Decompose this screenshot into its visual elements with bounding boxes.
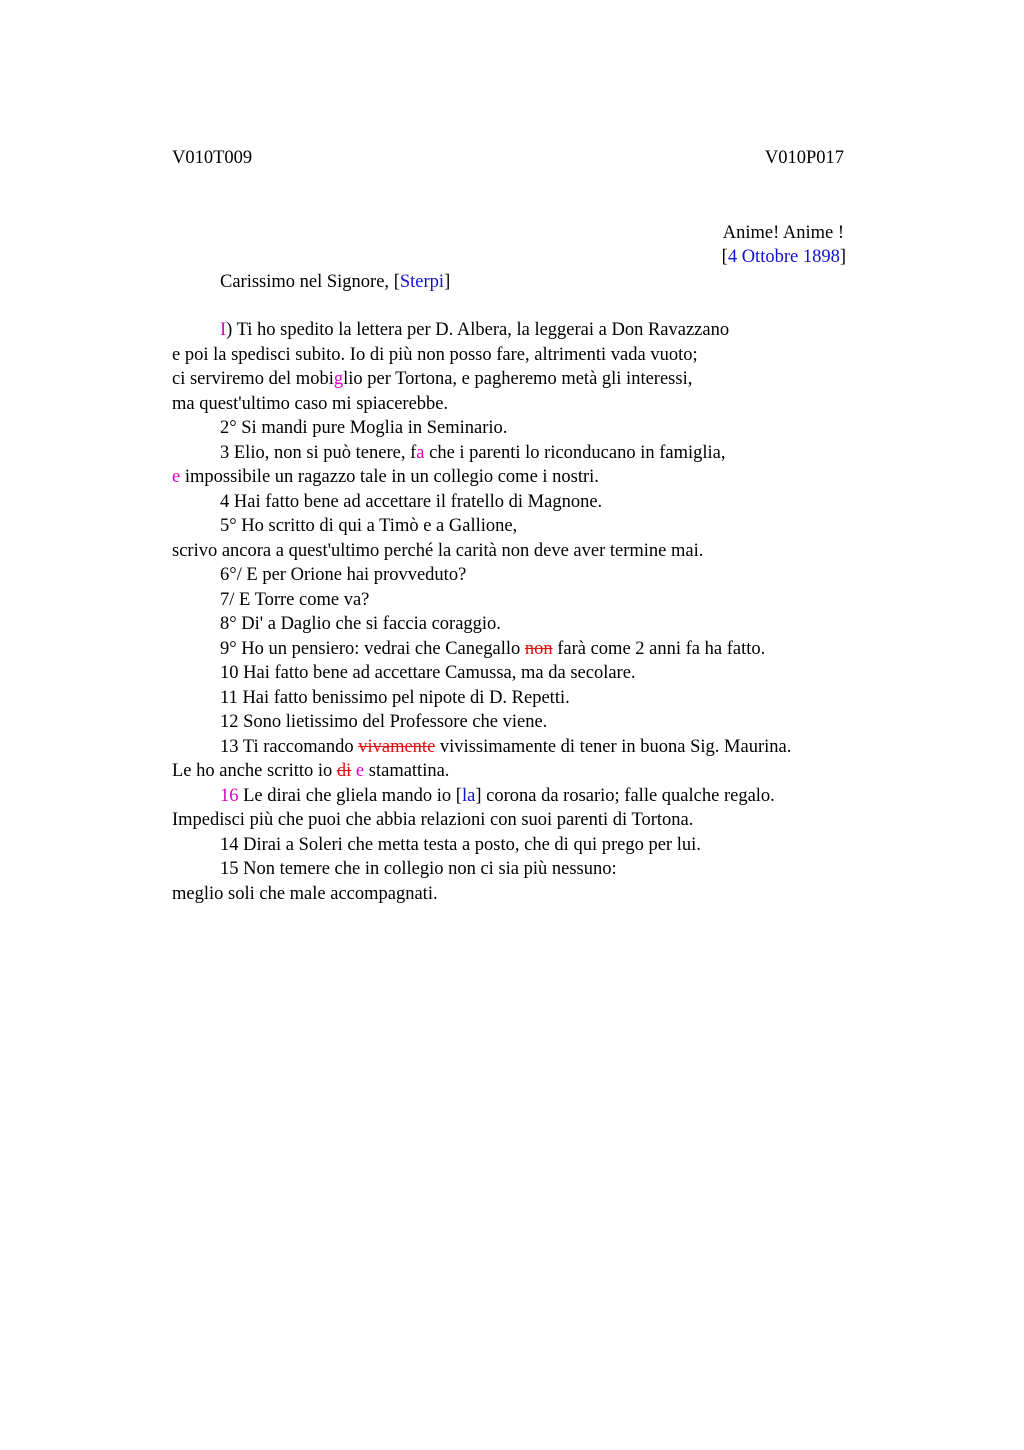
line-text: 13 Ti raccomando: [220, 736, 359, 757]
letter-line: [172, 343, 698, 367]
letter-line: [172, 882, 438, 906]
date-text: 4 Ottobre 1898: [727, 247, 840, 267]
line-text: scrivo ancora a quest'ultimo perché la carità non deve aver termine mai.: [172, 540, 704, 561]
letter-line: [220, 612, 501, 636]
document-code-left: V010T009: [172, 148, 253, 168]
insertion-mark: I: [220, 320, 227, 340]
insertion-mark: 16: [220, 785, 239, 806]
document-code-right: V010P017: [764, 148, 844, 168]
letter-line: [172, 392, 448, 416]
insertion-mark: e: [355, 761, 365, 781]
line-text: impossibile un ragazzo tale in un collegio come i nostri.: [180, 467, 599, 487]
line-text: 4 Hai fatto bene ad accettare il fratello di Magnone.: [220, 491, 603, 512]
line-text: Impedisci più che puoi che abbia relazioni con suoi parenti di Tortona.: [172, 810, 694, 830]
letter-line: [172, 539, 703, 563]
motto: Anime! Anime !: [722, 223, 844, 243]
recipient-name: Sterpi: [399, 272, 445, 292]
line-text: farà come 2 anni fa ha fatto.: [552, 638, 766, 659]
salutation-text: Carissimo nel Signore,: [220, 272, 394, 292]
letter-line: [220, 661, 636, 685]
line-text: 7/ E Torre come va?: [220, 589, 370, 610]
letter-line: [220, 490, 602, 514]
line-text: 12 Sono lietissimo del Professore che viene.: [220, 712, 548, 732]
letter-line: [220, 514, 517, 538]
line-text: ma quest'ultimo caso mi spiacerebbe.: [172, 393, 449, 414]
line-text: 11 Hai fatto benissimo pel nipote di D. Repetti.: [220, 687, 570, 708]
line-text: 5° Ho scritto di qui a Timò e a Gallione,: [220, 516, 518, 536]
line-text: e poi la spedisci subito. Io di più non posso fare, altrimenti vada vuoto;: [172, 344, 698, 365]
letter-line: [220, 686, 570, 710]
line-text: ) Ti ho spedito la lettera per D. Albera, la leggerai a Don Ravazzano: [226, 320, 730, 340]
letter-line: [172, 808, 693, 832]
line-text: meglio soli che male accompagnati.: [172, 883, 438, 904]
line-text: Le dirai che gliela mando io: [238, 785, 456, 806]
line-text: lio per Tortona, e pagheremo metà gli interessi,: [343, 369, 693, 389]
line-text: 9° Ho un pensiero: vedrai che Canegallo: [220, 638, 525, 659]
letter-line: [172, 759, 449, 783]
salutation-bracket-open: [: [393, 272, 400, 292]
salutation: [220, 270, 450, 294]
letter-line: [220, 735, 791, 759]
letter-line: [220, 563, 466, 587]
deleted-text: vivamente: [358, 736, 436, 757]
insertion-mark: g: [333, 369, 344, 389]
line-text: Le ho anche scritto io: [172, 761, 337, 781]
letter-line: [220, 857, 617, 881]
date-bracket-close: ]: [839, 247, 846, 267]
line-text: ci serviremo del mobi: [172, 369, 334, 389]
deleted-text: di: [336, 761, 352, 781]
letter-line: [220, 416, 507, 440]
line-text: 3 Elio, non si può tenere, f: [220, 442, 417, 463]
letter-line: [220, 833, 701, 857]
line-text: 10 Hai fatto bene ad accettare Camussa, ma da secolare.: [220, 663, 636, 683]
letter-line: [220, 588, 369, 612]
line-text: [: [455, 785, 462, 806]
line-text: 8° Di' a Daglio che si faccia coraggio.: [220, 614, 501, 634]
letter-line: [220, 784, 775, 808]
letter-line: [220, 441, 726, 465]
insertion-mark: a: [416, 442, 425, 463]
line-text: 6°/ E per Orione hai provveduto?: [220, 565, 467, 585]
line-text: ]: [475, 785, 482, 806]
line-text: che i parenti lo riconducano in famiglia,: [424, 442, 726, 463]
deleted-text: non: [524, 638, 553, 659]
line-text: stamattina.: [364, 761, 450, 781]
line-text: 2° Si mandi pure Moglia in Seminario.: [220, 418, 508, 438]
insertion-mark: e: [172, 467, 181, 487]
letter-line: [220, 710, 547, 734]
letter-line: [220, 318, 729, 342]
letter-line: [172, 465, 599, 489]
line-text: 14 Dirai a Soleri che metta testa a posto, che di qui prego per lui.: [220, 834, 701, 855]
letter-date: [722, 245, 846, 269]
date-bracket-open: [: [721, 247, 728, 267]
letter-line: [220, 637, 765, 661]
letter-line: [172, 367, 692, 391]
editorial-addition: la: [461, 785, 476, 806]
line-text: corona da rosario; falle qualche regalo.: [481, 785, 775, 806]
line-text: 15 Non temere che in collegio non ci sia più nessuno:: [220, 859, 617, 879]
line-text: vivissimamente di tener in buona Sig. Maurina.: [435, 736, 792, 757]
salutation-bracket-close: ]: [444, 272, 451, 292]
